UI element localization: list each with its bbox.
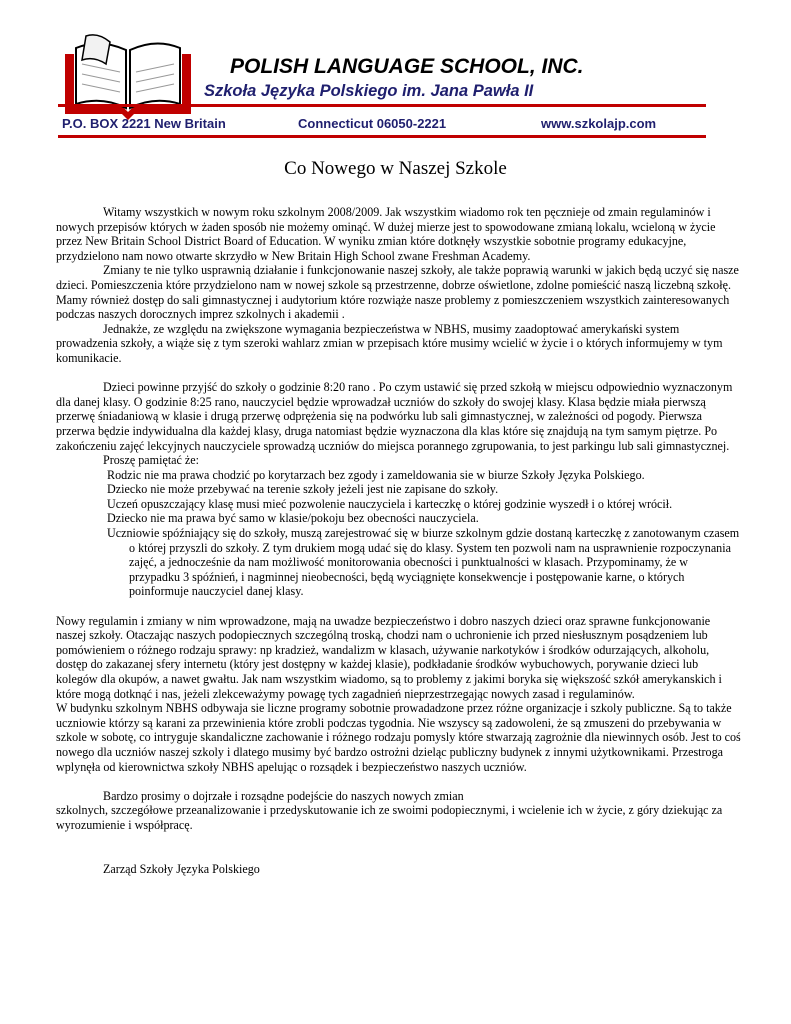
paragraph-changes: Zmiany te nie tylko usprawnią działanie i funkcjonowanie naszej szkoły, ale także poprawią warunki w jakich będą uczyć się nasze dzieci. Pomieszczenia które przydzielono nam w nowej szkole są przestrzenne, dobrze oświetlone, zdolne pomieścić naszą liczebną szkołę. Mamy również dostęp do sali gimnastycznej i audytorium które rozwiąże nasze problemy z pomieszczeniem wszystkich zainteresowanych podczas naszych dorocznych imprez szkolnych i akademii .: [56, 263, 739, 322]
paragraph-reminder: Proszę pamiętać że:: [103, 453, 200, 468]
paragraph-closing-continued: szkolnych, szczegółowe przeanalizowanie i przedyskutowanie ich ze swoimi podopiecznymi, i wcielenie ich w życie, z góry dziekując za wyrozumienie i współpracę.: [56, 803, 723, 832]
open-book-icon: [62, 34, 194, 120]
state-zip: Connecticut 06050-2221: [298, 116, 447, 131]
po-box: P.O. BOX 2221 New Britain: [62, 116, 226, 131]
list-item: Uczniowie spóźniający się do szkoły, muszą zarejestrować się w biurze szkolnym gdzie dostaną karteczkę z zanotowanym czasem o której przyszli do szkoły. Z tym drukiem mogą udać się do klasy. System ten pozwoli nam na usprawnienie rozpoczynania zajęć, a jednocześnie da nam możliwość monitorowania obecności i punktualności w klasach. Przypominamy, że w przypadku 3 spóźnień, i nagminnej nieobecności, będą wyciągnięte konsekwencje i postępowanie karne, o których poinformuje nauczyciel danej klasy.: [107, 526, 740, 599]
rules-list: [56, 468, 741, 599]
paragraph-saturday-programs: W budynku szkolnym NBHS odbywaja sie liczne programy sobotnie prowadadzone przez różne organizacje i szkoly publiczne. Są to także uczniowie którzy są karani za przewinienia które zrobli podczas tygodnia. Nie wszyscy są zadowoleni, że są zmuszeni do przebywania w szkole w sobotę, co intryguje skandaliczne zachowanie i różnego rodzaju pomysly które stwarzają zagrożnie dla niewinnych osób. Jest to coś nowego dla uczniów naszej szkoly i dlatego musimy być bardzo ostrożni dzieląc publiczny budynek z innymi użytkownikami. Przestroga wplynęła od kierownictwa szkoły NBHS apelując o rozsądek i bezpieczeństwo naszych uczniów.: [56, 701, 741, 774]
signature: Zarząd Szkoły Języka Polskiego: [103, 861, 260, 876]
paragraph-welcome: Witamy wszystkich w nowym roku szkolnym 2008/2009. Jak wszystkim wiadomo rok ten pęcznieje od zmain regulaminów i nowych przepisów których w żaden sposób nie możemy ominąć. W dużej mierze jest to spowodowane zmianą lokalu, wcieloną w życie przez New Britain School District Board of Education. W wyniku zmian które dotknęły wszystkie sobotnie programy edukacyjne, przydzielono nam nowo otwarte skrzydło w New Britain High School zwane Freshman Academy.: [56, 205, 716, 263]
list-item: Dziecko nie może przebywać na terenie szkoły jeżeli jest nie zapisane do szkoły.: [107, 482, 499, 497]
header-bottom-rule: [58, 135, 706, 138]
school-name-polish: Szkoła Języka Polskiego im. Jana Pawła II: [204, 82, 534, 100]
paragraph-schedule: Dzieci powinne przyjść do szkoły o godzinie 8:20 rano . Po czym ustawić się przed szkołą w miejscu odpowiednio wyznaczonym dla danej klasy. O godzinie 8:25 rano, nauczyciel będzie wprowadzał uczniów do szkoły do swojej klasy. Klasa będzie miała pierwszą przerwę śniadaniową w klasie i drugą przerwę odprężenia się na podwórku lub sali gimnastycznej, w zależności od pogody. Pierwsza przerwa będzie indywidualna dla każdej klasy, druga natomiast będzie wyznaczona dla klas które się znajdują na tym samym piętrze. Po zakończeniu zajęć lekcyjnych nauczyciele sprowadzą uczniów do miejsca porannego zgrupowania, to jest parkingu lub sali gimnastycznej.: [56, 380, 733, 453]
paragraph-closing: Bardzo prosimy o dojrzałe i rozsądne podejście do naszych nowych zmian: [103, 788, 464, 803]
paragraph-security: Jednakże, ze względu na zwiększone wymagania bezpieczeństwa w NBHS, musimy zaadoptować amerykański system prowadzenia szkoły, a wiąże się z tym szeroki wahlarz zmian w przepisach które musimy wcielić w życie i o których informujemy w tym komunikacie.: [56, 321, 723, 365]
list-item: Rodzic nie ma prawa chodzić po korytarzach bez zgody i zameldowania sie w biurze Szkoły Języka Polskiego.: [107, 467, 645, 482]
letter-body: [56, 205, 741, 876]
header-top-rule: [58, 104, 706, 107]
website-link[interactable]: www.szkolajp.com: [541, 116, 657, 131]
page-title: Co Nowego w Naszej Szkole: [284, 158, 507, 179]
list-item: Uczeń opuszczający klasę musi mieć pozwolenie nauczyciela i karteczkę o której godzinie wyszedł i o której wrócił.: [107, 496, 673, 511]
list-item: Dziecko nie ma prawa być samo w klasie/pokoju bez obecności nauczyciela.: [107, 511, 479, 526]
paragraph-regulations: Nowy regulamin i zmiany w nim wprowadzone, mają na uwadze bezpieczeństwo i dobro naszych dzieci oraz sprawne funkcjonowanie naszej szkoły. Otaczając naszych podopiecznych szczególną troską, chodzi nam o uchronienie ich przed niesłusznym posądzeniem lub pomówieniem o różnego rodzaju sprawy: np kradzież, wandalizm w klasach, używanie narkotyków i środków odurzających, alkoholu, dostęp do zakazanej sfery internetu (który jest dostępny w każdej klasie), podkładanie środków wybuchowych, porywanie dzieci lub kolegów dla okupów, a nawet gwałtu. Jak nam wszystkim wiadomo, są to problemy z jakimi boryka się większość szkół amerykanskich i które mogą dotknąć i nas, jeżeli zlekceważymy powagę tych zagadnień nieprzestrzegając nowych zasad i regulaminów.: [56, 613, 722, 701]
school-name: POLISH LANGUAGE SCHOOL, INC.: [230, 55, 584, 78]
